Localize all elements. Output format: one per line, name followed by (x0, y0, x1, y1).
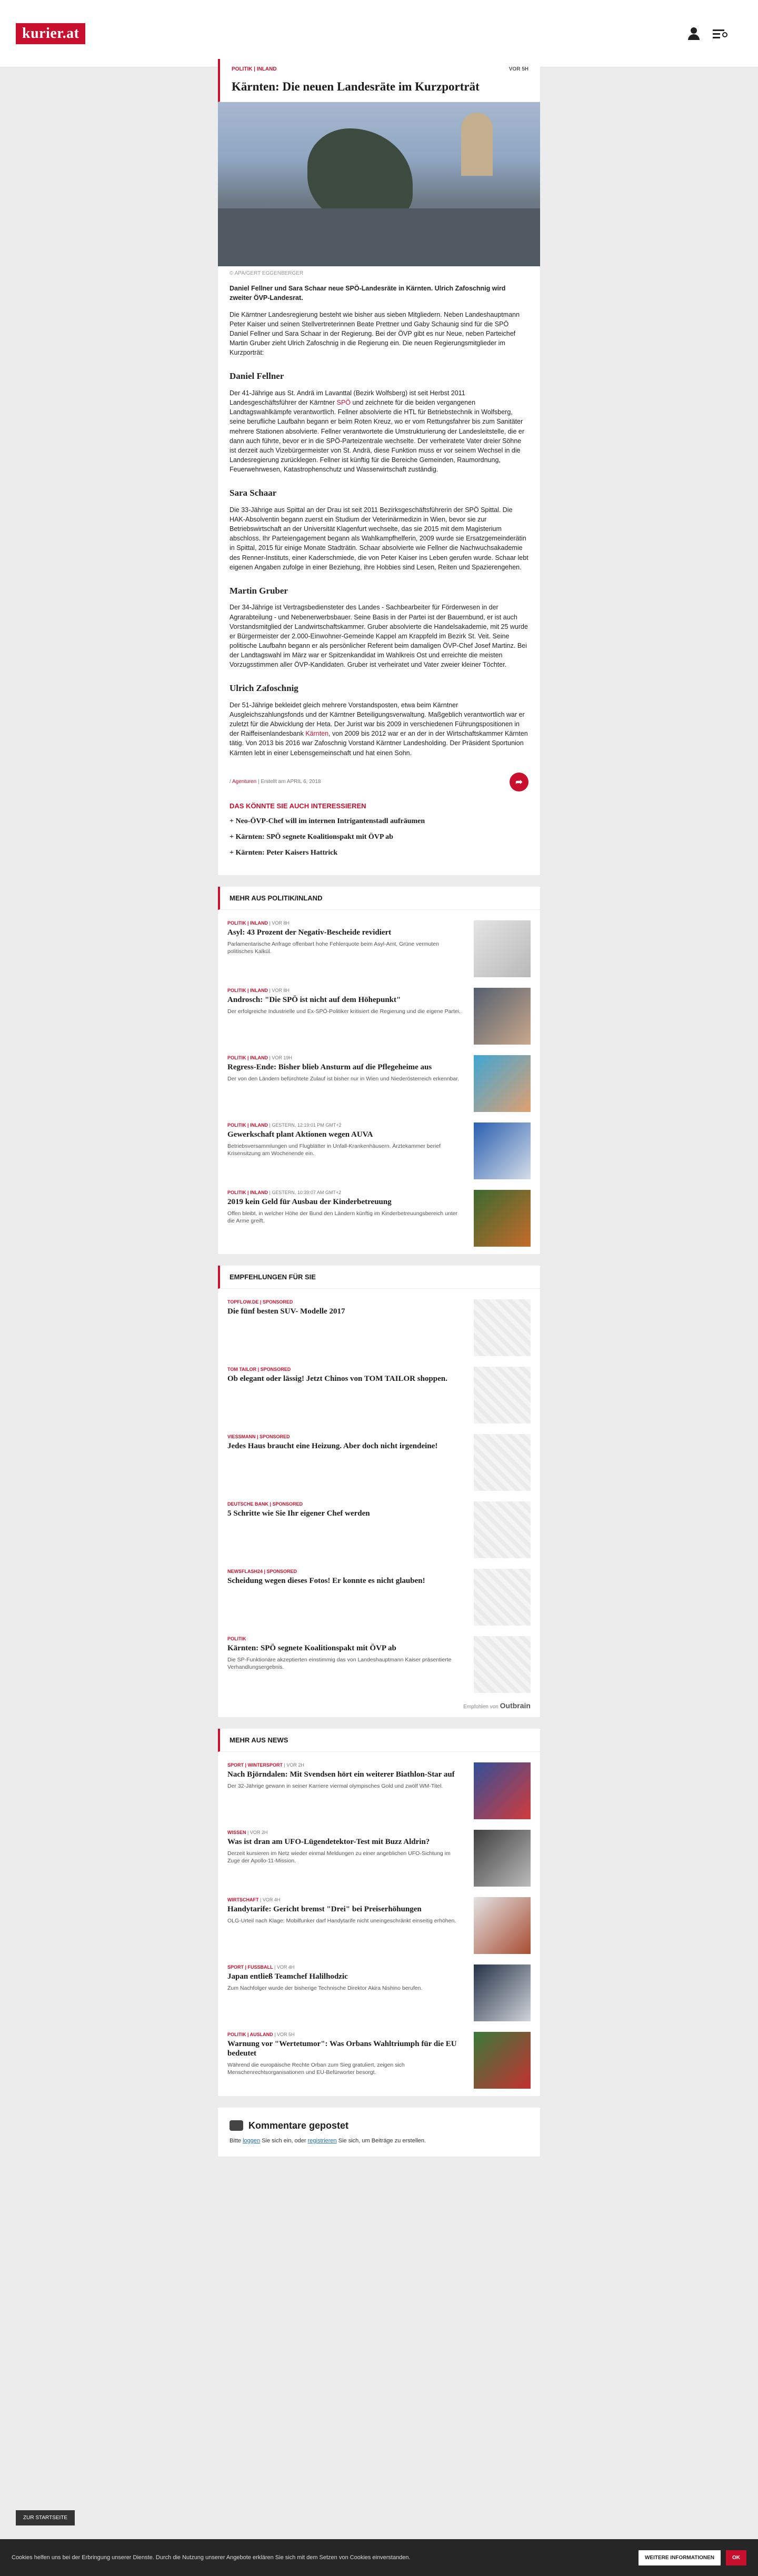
item-text: Parlamentarische Anfrage offenbart hohe Fehlerquote beim Asyl-Amt, Grüne vermuten politisches Kalkül. (227, 940, 439, 955)
item-meta: WISSEN | VOR 2H (227, 1829, 268, 1835)
share-icon[interactable]: ➦ (510, 773, 528, 791)
item-meta: POLITIK | INLAND | VOR 19H (227, 1055, 292, 1060)
item-time: VOR 4H (276, 1964, 295, 1970)
news-item[interactable] (218, 1752, 540, 1819)
source-info: / Agenturen | Erstellt am APRIL 6, 2018 (230, 779, 321, 785)
spo-link[interactable]: SPÖ (336, 399, 351, 407)
text-part: Der 41-Jährige aus St. Andrä im Lavanttal (Bezirk Wolfsberg) ist seit Herbst 2011 Landesgeschäftsführer der Kärntner (230, 389, 465, 407)
item-title[interactable]: Nach Björndalen: Mit Svendsen hört ein weiterer Biathlon-Star auf (227, 1770, 455, 1779)
outbrain-label: Empfohlen von (463, 1703, 498, 1710)
item-title[interactable]: Ob elegant oder lässig! Jetzt Chinos von TOM TAILOR shoppen. (227, 1374, 447, 1383)
site-logo[interactable]: kurier.at (16, 23, 85, 44)
sponsored-item[interactable] (218, 1491, 540, 1558)
news-item[interactable] (218, 2021, 540, 2089)
item-text: Der von den Ländern befürchtete Zulauf ist bisher nur in Wien und Niederösterreich erkennbar. (227, 1075, 460, 1082)
item-thumbnail[interactable] (474, 1636, 531, 1693)
comments-header (230, 2120, 528, 2131)
article-time: VOR 5H (508, 66, 528, 72)
item-thumbnail[interactable] (474, 1434, 531, 1491)
section-text-gruber: Der 34-Jährige ist Vertragsbediensteter des Landes - Sachbearbeiter für Förderwesen in der Agrarabteilung - und Nebenerwerbsbauer. Seine Basis in der Partei ist der Bauernbund, er ist auch Vorstandsmitglied der Landwirtschaftskammer. Gruber absolvierte die Handelsakademie, mit 25 wurde er Bürgermeister der 2.000-Einwohner-Gemeinde Kappel am Krappfeld im Bezirk St. Veit. Seine politische Laufbahn begann er als persönlicher Referent beim damaligen ÖVP-Chef Josef Martinz. Bei der Landtagswahl im März war er Spitzenkandidat im Wahlkreis Ost und erreichte die meisten Vorzugsstimmen aller ÖVP-Kandidaten. Gruber ist verheiratet und Vater zweier kleiner Töchter. (230, 604, 528, 669)
section-text-schaar: Die 33-Jährige aus Spittal an der Drau ist seit 2011 Bezirksgeschäftsführerin der SPÖ Spittal. Die HAK-Absolventin begann zuerst ein Studium der Veterinärmedizin in Wien, bevor sie zur Betriebswirtschaft an der Universität Klagenfurt wechselte, das sie 2015 mit dem Magisterium abschloss. Ihr Parteiengagement begann als Wahlkampfhelferin, 2009 wurde sie Ersatzgemeinderätin in Spittal, 2015 für einige Monate Stadträtin. Schaar absolvierte wie Fellner die Nachwuchsakademie des Renner-Instituts, einer Kaderschmiede, die von Peter Kaiser ins Leben gerufen wurde. Schaar lebt eigenen Angaben zufolge in einer Beziehung, ihre Hobbies sind Lesen, Reiten und Spazierengehen. (230, 506, 528, 571)
article (218, 59, 540, 875)
sponsored-item[interactable] (218, 1558, 540, 1626)
item-text: Zum Nachfolger wurde der bisherige Technische Direktor Akira Nishino berufen. (227, 1984, 423, 1991)
item-kicker: POLITIK | INLAND (227, 987, 268, 993)
item-kicker: TOPFLOW.DE | SPONSORED (227, 1299, 293, 1305)
related-item[interactable]: + Neo-ÖVP-Chef will im internen Intrigantenstadl aufräumen (230, 817, 425, 825)
article-title: Kärnten: Die neuen Landesräte im Kurzporträt (232, 80, 480, 93)
item-thumbnail[interactable] (474, 1367, 531, 1424)
sponsored-item[interactable] (218, 1356, 540, 1424)
section-title-gruber: Martin Gruber (230, 585, 288, 596)
section-text-zafoschnig (230, 700, 528, 758)
text-part: und zeichnete für die beiden vergangenen Landtagswahlkämpfe verantwortlich. Fellner absolvierte die HTL für Betriebstechnik in Wolfsberg, seine berufliche Laufbahn begann er beim Roten Kreuz, wo er vom Rettungsfahrer bis zum Sanitäter mehrere Stationen absolvierte. Fellner verantwortete die Umstrukturierung der Landesleitstelle, die er dann auch führte, bevor er in die SPÖ-Parteizentrale wechselte. Der verheiratete Vater dreier Söhne ist derzeit auch Vizebürgermeister von St. Andrä, diese Funktion muss er vor seinem Wechsel in die Landesregierung zurücklegen. Fellner ist künftig für die Bereiche Gemeinden, Raumordnung, Feuerwehrwesen, Katastrophenschutz und Wasserwirtschaft zuständig. (230, 399, 525, 474)
menu-search-icon[interactable] (713, 26, 727, 41)
text-part: Sie sich ein, oder (262, 2137, 306, 2144)
recommendations-section (218, 1266, 540, 1717)
item-text: Offen bleibt, in welcher Höhe der Bund den Ländern künftig im Kinderbetreuungsbereich unter die Arme greift. (227, 1210, 458, 1224)
item-text: Der erfolgreiche Industrielle und Ex-SPÖ-Politiker kritisiert die Regierung und die eigene Partei. (227, 1008, 461, 1015)
related-title: DAS KÖNNTE SIE AUCH INTERESSIEREN (230, 801, 366, 810)
text-part: Bitte (230, 2137, 242, 2144)
cookie-ok-button[interactable]: OK (726, 2550, 746, 2565)
comments-title: Kommentare gepostet (248, 2120, 349, 2131)
hero-tower (461, 113, 493, 176)
news-item[interactable] (218, 1112, 540, 1179)
hero-basin (218, 208, 540, 266)
text-part: , von 2009 bis 2012 war er an der in der Wirtschaftskammer Kärnten tätig. Von 2013 bis 2016 war Zafoschnig Vorstand Kärntner Landesholding. Der Präsident Sportunion Kärnten lebt in einer Lebensgemeinschaft und hat einen Sohn. (230, 730, 528, 757)
item-text: Die SP-Funktionäre akzeptierten einstimmig das von Landeshauptmann Kaiser präsentierte Verhandlungsergebnis. (227, 1656, 452, 1670)
source-link[interactable]: Agenturen (232, 779, 257, 785)
item-title[interactable]: Asyl: 43 Prozent der Negativ-Bescheide revidiert (227, 928, 392, 937)
item-thumbnail[interactable] (474, 1122, 531, 1179)
cookie-more-info-button[interactable]: WEITERE INFORMATIONEN (639, 2550, 721, 2565)
item-meta: WIRTSCHAFT | VOR 4H (227, 1897, 281, 1902)
article-hero-image (218, 102, 540, 266)
news-item[interactable] (218, 1954, 540, 2021)
item-title[interactable]: Scheidung wegen dieses Fotos! Er konnte es nicht glauben! (227, 1576, 425, 1585)
item-meta: SPORT | FUSSBALL | VOR 4H (227, 1964, 295, 1970)
item-thumbnail[interactable] (474, 1055, 531, 1112)
article-kicker[interactable]: POLITIK | INLAND (232, 66, 277, 72)
comments-login-text (230, 2138, 528, 2144)
section-title-zafoschnig: Ulrich Zafoschnig (230, 683, 298, 694)
related-item[interactable]: + Kärnten: Peter Kaisers Hattrick (230, 848, 338, 857)
caption-text: APA/GERT EGGENBERGER (234, 270, 304, 276)
item-title[interactable]: Die fünf besten SUV- Modelle 2017 (227, 1307, 345, 1316)
item-title[interactable]: 5 Schritte wie Sie Ihr eigener Chef werden (227, 1509, 370, 1518)
item-time: VOR 8H (272, 920, 290, 926)
item-kicker: NEWSFLASH24 | SPONSORED (227, 1568, 297, 1574)
item-text: Während die europäische Rechte Orban zum Sieg gratuliert, zeigen sich Menschenrechtsorganisationen und EU-Befürworter besorgt. (227, 2061, 405, 2076)
item-title[interactable]: 2019 kein Geld für Ausbau der Kinderbetreuung (227, 1197, 392, 1206)
header-actions (686, 26, 727, 41)
item-kicker: POLITIK | INLAND (227, 1055, 268, 1060)
news-item[interactable] (218, 910, 540, 977)
user-icon[interactable] (686, 26, 701, 41)
item-title[interactable]: Kärnten: SPÖ segnete Koalitionspakt mit ÖVP ab (227, 1643, 396, 1652)
related-item[interactable]: + Kärnten: SPÖ segnete Koalitionspakt mit ÖVP ab (230, 833, 393, 841)
text-part: Der 51-Jährige bekleidet gleich mehrere Vorstandsposten, etwa beim Kärntner Ausgleichszahlungsfonds und der Kärntner Beteiligungsverwaltung. Maßgeblich verantwortlich war er zuletzt für die Abwicklung der Heta. Der Jurist war bis 2009 in verschiedenen Führungspositionen in der Raiffeisenlandesbank (230, 701, 525, 738)
more-news-section (218, 1729, 540, 2096)
item-meta: POLITIK | AUSLAND | VOR 5H (227, 2031, 295, 2037)
item-title[interactable]: Japan entließ Teamchef Halilhodzic (227, 1972, 348, 1981)
item-time: VOR 19H (272, 1055, 292, 1060)
item-time: VOR 4H (262, 1897, 281, 1902)
item-kicker: TOM TAILOR | SPONSORED (227, 1366, 291, 1372)
item-text: Derzeit kursieren im Netz wieder einmal Meldungen zu einer angeblichen UFO-Sichtung im Zuge der Apollo-11-Mission. (227, 1850, 451, 1864)
item-text: OLG-Urteil nach Klage: Mobilfunker darf Handytarife nicht uneingeschränkt einseitig erhöhen. (227, 1917, 456, 1924)
item-thumbnail[interactable] (474, 988, 531, 1045)
item-title[interactable]: Handytarife: Gericht bremst "Drei" bei Preiserhöhungen (227, 1905, 422, 1913)
item-kicker: POLITIK | INLAND (227, 1189, 268, 1195)
sponsored-item[interactable] (218, 1289, 540, 1356)
image-caption: © APA/GERT EGGENBERGER (230, 270, 304, 276)
item-thumbnail[interactable] (474, 1299, 531, 1356)
item-time: VOR 8H (272, 987, 290, 993)
item-kicker: POLITIK | INLAND (227, 920, 268, 926)
item-kicker: WISSEN (227, 1829, 246, 1835)
to-homepage-button[interactable]: ZUR STARTSEITE (16, 2510, 75, 2525)
item-title[interactable]: Warnung vor "Wertetumor": Was Orbans Wahltriumph für die EU bedeutet (227, 2039, 457, 2058)
content-column (218, 59, 540, 2157)
item-meta: SPORT | WINTERSPORT | VOR 2H (227, 1762, 304, 1768)
item-title[interactable]: Gewerkschaft plant Aktionen wegen AUVA (227, 1130, 373, 1139)
item-thumbnail[interactable] (474, 1830, 531, 1887)
item-text: Der 32-Jährige gewann in seiner Karriere viermal olympisches Gold und zwölf WM-Titel. (227, 1782, 443, 1789)
item-meta: POLITIK | INLAND | GESTERN, 10:39:07 AM GMT+2 (227, 1189, 342, 1195)
article-lead: Daniel Fellner und Sara Schaar neue SPÖ-Landesräte in Kärnten. Ulrich Zafoschnig wird zweiter ÖVP-Landesrat. (230, 284, 506, 302)
item-kicker: SPORT | FUSSBALL (227, 1964, 273, 1970)
created-date: APRIL 6, 2018 (286, 779, 321, 785)
item-thumbnail[interactable] (474, 1501, 531, 1558)
item-time: VOR 2H (286, 1762, 304, 1768)
related-item-label: Kärnten: Peter Kaisers Hattrick (235, 848, 338, 857)
item-kicker: POLITIK (227, 1636, 246, 1641)
news-item[interactable] (218, 1887, 540, 1954)
related-item-label: Kärnten: SPÖ segnete Koalitionspakt mit ÖVP ab (235, 833, 393, 841)
login-link[interactable]: loggen (243, 2137, 261, 2144)
news-item[interactable] (218, 1045, 540, 1112)
news-item[interactable] (218, 1819, 540, 1887)
article-intro: Die Kärntner Landesregierung besteht wie bisher aus sieben Mitgliedern. Neben Landeshauptmann Peter Kaiser und seinen Stellvertreterinnen Beate Prettner und Gaby Schaunig sind für die SPÖ Daniel Fellner und Sara Schaar in der Regierung. Bei der ÖVP gibt es nur Neue, neben Parteichef Martin Gruber zieht Ulrich Zafoschnig in die Regierung ein. Die neuen Regierungsmitglieder im Kurzporträt: (230, 310, 520, 357)
news-item[interactable] (218, 977, 540, 1045)
item-kicker: POLITIK | INLAND (227, 1122, 268, 1128)
related-articles (218, 791, 540, 875)
item-time: GESTERN, 10:39:07 AM GMT+2 (272, 1189, 342, 1195)
news-item[interactable] (218, 1179, 540, 1247)
section-title-schaar: Sara Schaar (230, 488, 277, 498)
more-politik-section (218, 887, 540, 1254)
item-time: VOR 2H (250, 1829, 268, 1835)
kaernten-link[interactable]: Kärnten (305, 730, 329, 738)
item-thumbnail[interactable] (474, 2032, 531, 2089)
item-title[interactable]: Regress-Ende: Bisher blieb Ansturm auf die Pflegeheime aus (227, 1063, 432, 1071)
item-title[interactable]: Androsch: "Die SPÖ ist nicht auf dem Höhepunkt" (227, 995, 401, 1004)
item-kicker: SPORT | WINTERSPORT (227, 1762, 283, 1768)
item-title[interactable]: Was ist dran am UFO-Lügendetektor-Test mit Buzz Aldrin? (227, 1837, 430, 1846)
text-part: Sie sich, um Beiträge zu erstellen. (338, 2137, 426, 2144)
section-header: MEHR AUS NEWS (218, 1729, 540, 1752)
top-bar (0, 0, 758, 67)
item-thumbnail[interactable] (474, 1569, 531, 1626)
item-thumbnail[interactable] (474, 1964, 531, 2021)
item-thumbnail[interactable] (474, 1897, 531, 1954)
register-link[interactable]: registrieren (307, 2137, 337, 2144)
cookie-banner (0, 2539, 758, 2576)
article-body (218, 280, 540, 758)
item-time: GESTERN, 12:19:01 PM GMT+2 (272, 1122, 342, 1128)
item-title[interactable]: Jedes Haus braucht eine Heizung. Aber doch nicht irgendeine! (227, 1441, 438, 1450)
comments-section (218, 2108, 540, 2157)
item-time: VOR 5H (277, 2031, 295, 2037)
article-source-row (218, 765, 540, 791)
cookie-text: Cookies helfen uns bei der Erbringung unserer Dienste. Durch die Nutzung unserer Angebote erklären Sie sich mit dem Setzen von Cookies einverstanden. (12, 2554, 411, 2561)
comment-bubble-icon (230, 2120, 243, 2131)
outbrain-credit[interactable] (218, 1693, 540, 1710)
sponsored-item[interactable] (218, 1424, 540, 1491)
related-item-label: Neo-ÖVP-Chef will im internen Intrigantenstadl aufräumen (235, 817, 425, 825)
item-meta: POLITIK | INLAND | GESTERN, 12:19:01 PM GMT+2 (227, 1122, 342, 1128)
section-header: EMPFEHLUNGEN FÜR SIE (218, 1266, 540, 1289)
section-text-fellner (230, 388, 528, 474)
item-thumbnail[interactable] (474, 1190, 531, 1247)
outbrain-logo: Outbrain (500, 1701, 531, 1710)
item-kicker: VIESSMANN | SPONSORED (227, 1434, 290, 1439)
created-label: Erstellt am (261, 779, 286, 785)
recommended-item[interactable] (218, 1626, 540, 1693)
section-title-fellner: Daniel Fellner (230, 371, 284, 382)
item-kicker: POLITIK | AUSLAND (227, 2031, 273, 2037)
item-text: Betriebsversammlungen und Flugblätter in Unfall-Krankenhäusern. Ärztekammer berief Krisensitzung am Wochenende ein. (227, 1142, 441, 1157)
section-header: MEHR AUS POLITIK/INLAND (218, 887, 540, 910)
item-thumbnail[interactable] (474, 920, 531, 977)
article-header (218, 59, 540, 102)
item-thumbnail[interactable] (474, 1762, 531, 1819)
item-kicker: WIRTSCHAFT (227, 1897, 259, 1902)
item-meta: POLITIK | INLAND | VOR 8H (227, 987, 290, 993)
item-meta: POLITIK | INLAND | VOR 8H (227, 920, 290, 926)
item-kicker: DEUTSCHE BANK | SPONSORED (227, 1501, 303, 1507)
